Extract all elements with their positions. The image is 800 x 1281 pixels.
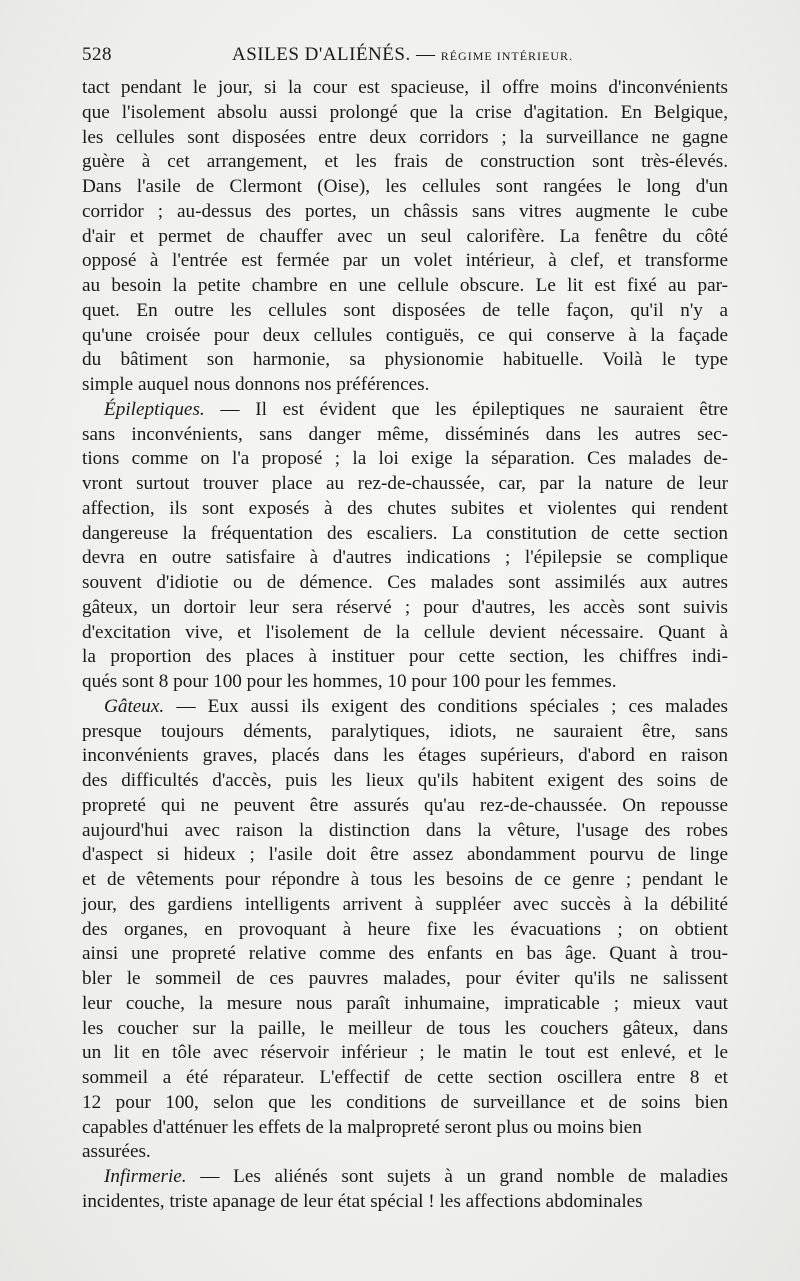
text-line	[82, 1165, 728, 1190]
line-text: incidentes, triste apanage de leur état spécial ! les affections abdominales	[82, 1190, 643, 1212]
line-text: presque toujours déments, paralytiques, idiots, ne sauraient être, sans	[82, 720, 728, 742]
line-text: d'excitation vive, et l'isolement de la cellule devient nécessaire. Quant à	[82, 621, 728, 643]
text-line	[82, 101, 728, 126]
text-line	[82, 546, 728, 571]
text-line	[82, 1066, 728, 1091]
text-line	[82, 819, 728, 844]
text-line	[82, 373, 728, 398]
line-text: d'aspect si hideux ; l'asile doit être assez abondamment pourvu de linge	[82, 844, 728, 866]
line-text: assurées.	[82, 1141, 151, 1163]
text-line	[82, 868, 728, 893]
line-text: aujourd'hui avec raison la distinction dans la vêture, l'usage des robes	[82, 819, 728, 841]
text-line	[82, 175, 728, 200]
running-title-sub: RÉGIME INTÉRIEUR.	[440, 49, 574, 63]
line-text: qués sont 8 pour 100 pour les hommes, 10 pour 100 pour les femmes.	[82, 671, 617, 692]
text-line	[82, 720, 728, 745]
line-text: au besoin la petite chambre en une cellule obscure. Le lit est fixé au par-	[82, 275, 728, 296]
line-text: sommeil a été réparateur. L'effectif de cette section oscillera entre 8 et	[82, 1067, 728, 1088]
text-line	[82, 769, 728, 794]
text-line	[82, 645, 728, 670]
line-text: inconvénients graves, placés dans les étages supérieurs, d'abord en raison	[82, 745, 728, 767]
line-text: affection, ils sont exposés à des chutes subites et violentes qui rendent	[82, 497, 728, 519]
text-line	[82, 794, 728, 819]
text-line	[82, 472, 728, 497]
text-line	[82, 893, 728, 918]
text-line	[82, 274, 728, 299]
text-line	[82, 670, 728, 695]
line-text: — Il est évident que les épileptiques ne sauraient être	[204, 398, 728, 420]
line-text: Dans l'asile de Clermont (Oise), les cellules sont rangées le long d'un	[82, 176, 728, 197]
text-line	[82, 843, 728, 868]
line-text: devra en outre satisfaire à d'autres indications ; l'épilepsie se complique	[82, 547, 728, 569]
line-text: du bâtiment son harmonie, sa physionomie habituelle. Voilà le type	[82, 349, 728, 371]
section-heading: Infirmerie.	[104, 1166, 187, 1187]
section-heading: Épileptiques.	[104, 398, 205, 420]
line-text: jour, des gardiens intelligents arrivent à suppléer avec succès à la débilité	[82, 893, 728, 915]
text-line	[82, 571, 728, 596]
line-text: qu'une croisée pour deux cellules contiguës, ce qui conserve à la façade	[82, 324, 728, 346]
line-text: les cellules sont disposées entre deux corridors ; la surveillance ne gagne	[82, 126, 728, 148]
text-line	[82, 1190, 728, 1215]
text-line	[82, 992, 728, 1017]
text-line	[82, 249, 728, 274]
line-text: guère à cet arrangement, et les frais de construction sont très-élevés.	[82, 151, 728, 173]
section-heading: Gâteux.	[104, 695, 165, 717]
line-text: 12 pour 100, selon que les conditions de surveillance et de soins bien	[82, 1091, 728, 1113]
line-text: sans inconvénients, sans danger même, disséminés dans les autres sec-	[82, 423, 728, 445]
text-line	[82, 76, 728, 101]
text-line	[82, 744, 728, 769]
line-text: et de vêtements pour répondre à tous les besoins de ce genre ; pendant le	[82, 869, 728, 890]
text-line	[82, 150, 728, 175]
page-number: 528	[82, 44, 112, 65]
text-line	[82, 967, 728, 992]
line-text: d'air et permet de chauffer avec un seul calorifère. La fenêtre du côté	[82, 225, 728, 247]
text-line	[82, 522, 728, 547]
text-line	[82, 695, 728, 720]
line-text: les coucher sur la paille, le meilleur de tous les couchers gâteux, dans	[82, 1017, 728, 1039]
line-text: gâteux, un dortoir leur sera réservé ; pour d'autres, les accès sont suivis	[82, 596, 728, 618]
running-title-main: ASILES D'ALIÉNÉS. —	[232, 44, 441, 65]
line-text: des difficultés d'accès, puis les lieux qu'ils habitent exigent des soins de	[82, 770, 728, 791]
line-text: capables d'atténuer les effets de la malpropreté seront plus ou moins bien	[82, 1116, 642, 1138]
line-text: simple auquel nous donnons nos préférences.	[82, 374, 430, 395]
line-text: dangereuse la fréquentation des escaliers. La constitution de cette section	[82, 522, 728, 544]
line-text: propreté qui ne peuvent être assurés qu'au rez-de-chaussée. On repousse	[82, 794, 728, 816]
text-line	[82, 621, 728, 646]
text-line	[82, 398, 728, 423]
text-line	[82, 1041, 728, 1066]
text-line	[82, 1140, 728, 1165]
line-text: tions comme on l'a proposé ; la loi exige la séparation. Ces malades de-	[82, 448, 728, 470]
text-line	[82, 423, 728, 448]
text-line	[82, 200, 728, 225]
text-line	[82, 447, 728, 472]
text-line	[82, 225, 728, 250]
line-text: un lit en tôle avec réservoir inférieur ; le matin le tout est enlevé, et le	[82, 1042, 728, 1064]
line-text: quet. En outre les cellules sont disposées de telle façon, qu'il n'y a	[82, 299, 728, 321]
text-line	[82, 1116, 728, 1141]
text-line	[82, 348, 728, 373]
line-text: opposé à l'entrée est fermée par un volet intérieur, à clef, et transforme	[82, 250, 728, 272]
text-line	[82, 596, 728, 621]
text-line	[82, 918, 728, 943]
line-text: des organes, en provoquant à heure fixe les évacuations ; on obtient	[82, 918, 728, 940]
line-text: ainsi une propreté relative comme des enfants en bas âge. Quant à trou-	[82, 943, 728, 965]
text-line	[82, 1091, 728, 1116]
line-text: que l'isolement absolu aussi prolongé que la crise d'agitation. En Belgique,	[82, 101, 728, 123]
text-line	[82, 497, 728, 522]
text-line	[82, 126, 728, 151]
line-text: — Les aliénés sont sujets à un grand nomble de maladies	[186, 1166, 728, 1187]
text-line	[82, 299, 728, 324]
body-text	[82, 76, 728, 1215]
text-line	[82, 324, 728, 349]
line-text: vront surtout trouver place au rez-de-chaussée, car, par la nature de leur	[82, 473, 728, 494]
line-text: tact pendant le jour, si la cour est spacieuse, il offre moins d'inconvénients	[82, 77, 728, 98]
line-text: leur couche, la mesure nous paraît inhumaine, impraticable ; mieux vaut	[82, 992, 728, 1014]
text-line	[82, 942, 728, 967]
line-text: souvent d'idiotie ou de démence. Ces malades sont assimilés aux autres	[82, 572, 728, 593]
line-text: — Eux aussi ils exigent des conditions spéciales ; ces malades	[164, 695, 728, 717]
text-line	[82, 1017, 728, 1042]
running-title	[232, 44, 573, 66]
line-text: corridor ; au-dessus des portes, un châssis sans vitres augmente le cube	[82, 200, 728, 222]
running-header	[82, 44, 728, 72]
line-text: bler le sommeil de ces pauvres malades, pour éviter qu'ils ne salissent	[82, 968, 728, 989]
line-text: la proportion des places à instituer pour cette section, les chiffres indi-	[82, 646, 728, 668]
